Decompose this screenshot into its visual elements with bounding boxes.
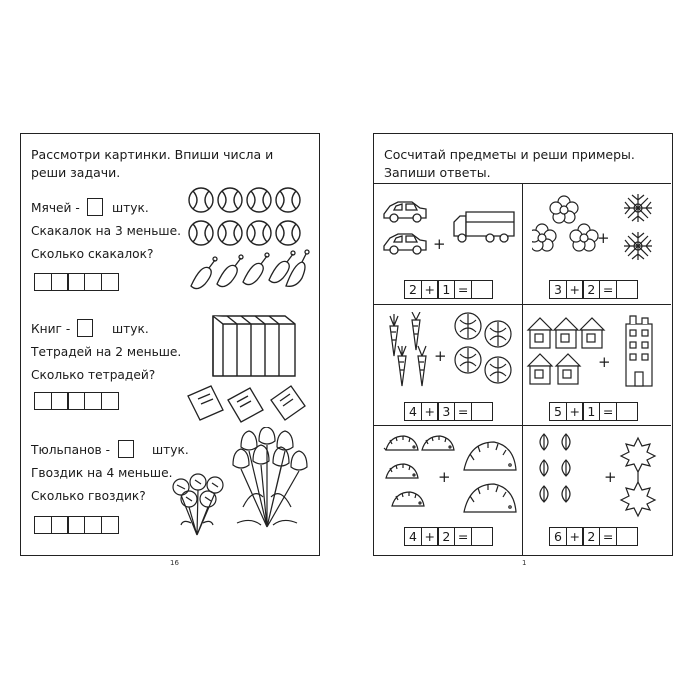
operator: + xyxy=(566,280,584,299)
leaf-icon xyxy=(540,434,548,450)
leaf-icon xyxy=(562,486,570,502)
addend-b: 3 xyxy=(437,402,455,421)
balls-and-ropes-picture xyxy=(186,186,311,304)
leaf-icon xyxy=(562,460,570,476)
leaf-icon xyxy=(562,434,570,450)
equals: = xyxy=(599,280,617,299)
leaf-icon xyxy=(540,486,548,502)
equation-2 xyxy=(549,280,637,299)
addend-b: 2 xyxy=(582,527,600,546)
plus-sign: + xyxy=(598,353,611,371)
addend-a: 4 xyxy=(404,402,422,421)
cabbage-icon xyxy=(455,347,481,373)
notebook-icon-group xyxy=(188,386,305,422)
cabbage-icon xyxy=(485,321,511,347)
equation-6 xyxy=(549,527,637,546)
equals: = xyxy=(454,280,472,299)
task2-relation: Тетрадей на 2 меньше. xyxy=(31,345,182,359)
task2-count-label: Книг - xyxy=(31,322,71,336)
left-page-number: 16 xyxy=(170,559,179,567)
plus-sign: + xyxy=(597,229,610,247)
carrot-icon xyxy=(418,346,426,386)
task1-question: Сколько скакалок? xyxy=(31,247,154,261)
maple-leaf-icon xyxy=(621,438,655,482)
cabbage-icon xyxy=(485,357,511,383)
operator: + xyxy=(566,527,584,546)
equation-1 xyxy=(404,280,492,299)
flower-icon xyxy=(550,196,578,223)
plus-sign: + xyxy=(433,235,446,253)
operator: + xyxy=(566,402,584,421)
hedgehog-icon xyxy=(464,484,516,512)
equals: = xyxy=(454,527,472,546)
plus-sign: + xyxy=(434,347,447,365)
addend-a: 5 xyxy=(549,402,567,421)
tulip-icon-group xyxy=(233,427,307,527)
task2-question: Сколько тетрадей? xyxy=(31,368,156,382)
ball-icon-group xyxy=(189,188,300,245)
left-worksheet-page xyxy=(20,133,320,556)
task1-unit: штук. xyxy=(112,201,149,215)
equation-3 xyxy=(404,402,492,421)
task1-answer-strip[interactable] xyxy=(34,273,118,291)
cabbage-icon xyxy=(455,313,481,339)
equals: = xyxy=(454,402,472,421)
leaf-icon xyxy=(540,460,548,476)
hedgehog-icon xyxy=(392,492,424,506)
jump-rope-icon-group xyxy=(191,250,309,289)
task2-answer-strip[interactable] xyxy=(34,392,118,410)
car-icon xyxy=(384,202,426,222)
maple-leaf-icon xyxy=(621,482,655,516)
answer-input[interactable] xyxy=(616,280,638,299)
plus-sign: + xyxy=(604,468,617,486)
equation-5 xyxy=(404,527,492,546)
equation-4 xyxy=(549,402,637,421)
plus-sign: + xyxy=(438,468,451,486)
house-icon xyxy=(528,354,552,384)
task3-question: Сколько гвоздик? xyxy=(31,489,146,503)
truck-icon xyxy=(454,212,514,242)
task2-unit: штук. xyxy=(112,322,149,336)
addend-a: 2 xyxy=(404,280,422,299)
carrots-cabbages-picture xyxy=(384,312,516,394)
addend-b: 1 xyxy=(437,280,455,299)
grid-vertical-divider xyxy=(522,183,523,555)
books-and-notebooks-picture xyxy=(183,314,311,426)
answer-input[interactable] xyxy=(471,402,493,421)
cars-truck-picture xyxy=(382,194,518,264)
task3-unit: штук. xyxy=(152,443,189,457)
snowflake-flower-icon xyxy=(624,194,652,222)
answer-input[interactable] xyxy=(471,527,493,546)
flowers-picture xyxy=(161,427,311,547)
carrot-icon xyxy=(390,314,398,356)
hedgehog-icon xyxy=(386,464,418,478)
answer-input[interactable] xyxy=(471,280,493,299)
hedgehog-icon xyxy=(384,436,418,450)
right-page-number: 1 xyxy=(522,559,527,567)
houses-building-picture xyxy=(526,314,662,396)
house-icon xyxy=(554,318,578,348)
house-icon xyxy=(556,354,580,384)
equals: = xyxy=(599,402,617,421)
page-heading: Рассмотри картинки. Впиши числа и реши задачи. xyxy=(31,147,274,180)
operator: + xyxy=(421,402,439,421)
flower-icon xyxy=(532,224,556,251)
carrot-icon xyxy=(398,346,406,386)
task3-relation: Гвоздик на 4 меньше. xyxy=(31,466,173,480)
operator: + xyxy=(421,527,439,546)
hedgehog-icon xyxy=(464,442,516,470)
house-icon xyxy=(580,318,604,348)
hedgehog-icon xyxy=(422,436,454,450)
book-icon-group xyxy=(213,316,295,376)
carnation-icon-group xyxy=(173,474,223,535)
answer-input[interactable] xyxy=(616,402,638,421)
addend-b: 1 xyxy=(582,402,600,421)
addend-a: 3 xyxy=(549,280,567,299)
task3-answer-strip[interactable] xyxy=(34,516,118,534)
answer-input[interactable] xyxy=(616,527,638,546)
car-icon xyxy=(384,234,426,254)
task1-relation: Скакалок на 3 меньше. xyxy=(31,224,181,238)
task1-count-label: Мячей - xyxy=(31,201,80,215)
building-icon xyxy=(626,316,652,386)
task1-count-input[interactable] xyxy=(87,198,103,216)
leaves-picture xyxy=(534,432,664,518)
flower-icon xyxy=(570,224,598,251)
page-heading: Сосчитай предметы и реши примеры. Запиши ответы. xyxy=(384,147,635,180)
addend-a: 6 xyxy=(549,527,567,546)
task3-count-label: Тюльпанов - xyxy=(31,443,110,457)
right-worksheet-page xyxy=(373,133,673,556)
addend-a: 4 xyxy=(404,527,422,546)
task3-count-input[interactable] xyxy=(118,440,134,458)
addend-b: 2 xyxy=(582,280,600,299)
task2-count-input[interactable] xyxy=(77,319,93,337)
snowflake-flower-icon xyxy=(624,232,652,260)
carrot-icon xyxy=(412,312,420,350)
operator: + xyxy=(421,280,439,299)
addend-b: 2 xyxy=(437,527,455,546)
house-icon xyxy=(528,318,552,348)
equals: = xyxy=(599,527,617,546)
